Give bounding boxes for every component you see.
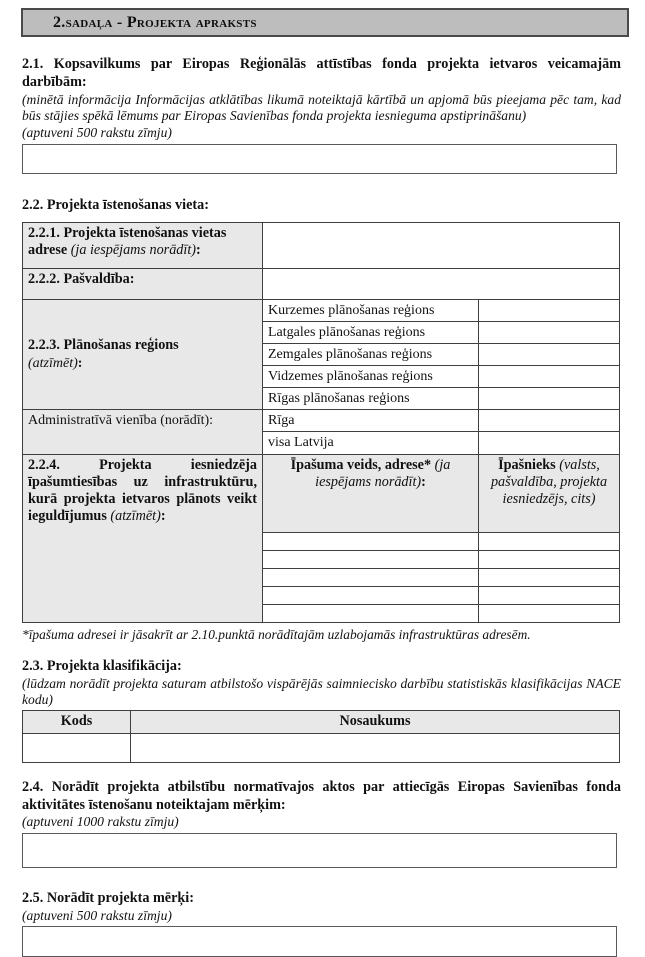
region-checkbox-kurzeme[interactable] [479,299,620,321]
ownership-label-colon: : [160,508,166,525]
heading-2-4: 2.4. Norādīt projekta atbilstību normatīvajos aktos par attiecīgās Eiropas Savienības fonda aktivitātes īstenošanu noteiktajam mērķim: [22,778,621,813]
owner-input-cell[interactable] [479,568,620,586]
note-2-3: (lūdzam norādīt projekta saturam atbilstošo vispārējās saimniecisko darbību statistiskās klasifikācijas NACE kodu) [22,675,621,707]
admin-unit-label-cell [23,410,263,454]
table-row [23,410,620,432]
ownership-type-input-cell[interactable] [263,604,479,622]
admin-checkbox-riga[interactable] [479,410,620,432]
address-label-cell [23,222,263,268]
heading-2-2: 2.2. Projekta īstenošanas vieta: [22,197,209,214]
region-label-colon: : [77,355,83,371]
owner-input-cell[interactable] [479,604,620,622]
name-input-cell[interactable] [131,733,620,762]
heading-2-3: 2.3. Projekta klasifikācija: [22,657,182,674]
heading-2-5: 2.5. Norādīt projekta mērķi: [22,889,194,906]
region-option-kurzeme: Kurzemes plānošanas reģions [263,299,479,321]
table-header-row [23,711,620,733]
owner-header-cell [479,454,620,532]
table-row [23,222,620,268]
owner-header-italic: (valsts, pašvaldība, projekta iesniedzējs, cits) [490,456,608,508]
ownership-label-italic: (atzīmēt) [110,508,161,525]
address-input-cell[interactable] [263,222,620,268]
table-row [23,268,620,299]
ownership-type-header-colon: : [421,473,426,490]
code-column-header: Kods [60,713,93,730]
region-checkbox-zemgale[interactable] [479,344,620,366]
name-column-header: Nosaukums [339,713,411,730]
ownership-type-input-cell[interactable] [263,568,479,586]
ownership-label-cell [23,454,263,622]
note-2-4-length: (aptuveni 1000 rakstu zīmju) [22,814,179,830]
admin-option-riga: Rīga [263,410,479,432]
ownership-type-input-cell[interactable] [263,532,479,550]
table-row [23,454,620,532]
region-checkbox-vidzeme[interactable] [479,366,620,388]
heading-2-1: 2.1. Kopsavilkums par Eiropas Reģionālās attīstības fonda projekta ietvaros veicamajām darbībām: [22,56,621,90]
summary-input[interactable] [22,144,617,174]
ownership-footnote: *īpašuma adresei ir jāsakrīt ar 2.10.punktā norādītajām uzlabojamās infrastruktūras adresēm. [22,626,531,642]
region-checkbox-latgale[interactable] [479,322,620,344]
ownership-type-header-bold: Īpašuma veids, adrese* [290,456,432,473]
ownership-type-input-cell[interactable] [263,586,479,604]
owner-input-cell[interactable] [479,532,620,550]
region-option-zemgale: Zemgales plānošanas reģions [263,344,479,366]
note-2-5-length: (aptuveni 500 rakstu zīmju) [22,907,172,923]
ownership-type-input-cell[interactable] [263,550,479,568]
region-label-cell [23,299,263,409]
admin-unit-label: Administratīvā vienība (norādīt): [28,413,214,429]
admin-option-visa-latvija: visa Latvija [263,432,479,454]
section-title: 2.sadaļa - Projekta apraksts [53,13,257,31]
region-option-vidzeme: Vidzemes plānošanas reģions [263,366,479,388]
classification-table [22,710,620,762]
municipality-input-cell[interactable] [263,268,620,299]
goals-input[interactable] [22,926,617,957]
table-row [23,733,620,762]
address-label-bold: 2.2.1. Projekta īstenošanas vietas adrese [28,224,227,259]
address-label-italic: (ja iespējams norādīt) [67,242,196,259]
owner-input-cell[interactable] [479,586,620,604]
region-label-italic: (atzīmēt) [28,355,78,371]
municipality-label: 2.2.2. Pašvaldība: [28,270,135,287]
address-label-colon: : [196,242,201,259]
owner-input-cell[interactable] [479,550,620,568]
section-title-bar [21,8,629,37]
municipality-label-cell [23,268,263,299]
code-input-cell[interactable] [23,733,131,762]
table-row [23,299,620,321]
note-2-1-length: (aptuveni 500 rakstu zīmju) [22,124,172,140]
admin-checkbox-visa-latvija[interactable] [479,432,620,454]
ownership-label-bold: 2.2.4. Projekta iesniedzēja īpašumtiesības uz infrastruktūru, kurā projekta ietvaros plānots veikt ieguldījumus [28,456,257,525]
implementation-location-table [22,222,620,623]
compliance-input[interactable] [22,833,617,868]
region-label-bold: 2.2.3. Plānošanas reģions [28,337,179,354]
note-2-1-disclosure: (minētā informācija Informācijas atklātības likumā noteiktajā kārtībā un apjomā būs pieejama pēc tam, kad būs stājies spēkā lēmums par Eiropas Savienības fonda projekta iesnieguma apstiprināšanu) [22,91,621,124]
region-option-riga: Rīgas plānošanas reģions [263,388,479,410]
region-option-latgale: Latgales plānošanas reģions [263,322,479,344]
ownership-type-header-cell [263,454,479,532]
region-checkbox-riga[interactable] [479,388,620,410]
owner-header-bold: Īpašnieks [498,456,556,473]
ownership-type-header-italic: (ja iespējams norādīt) [315,456,451,490]
